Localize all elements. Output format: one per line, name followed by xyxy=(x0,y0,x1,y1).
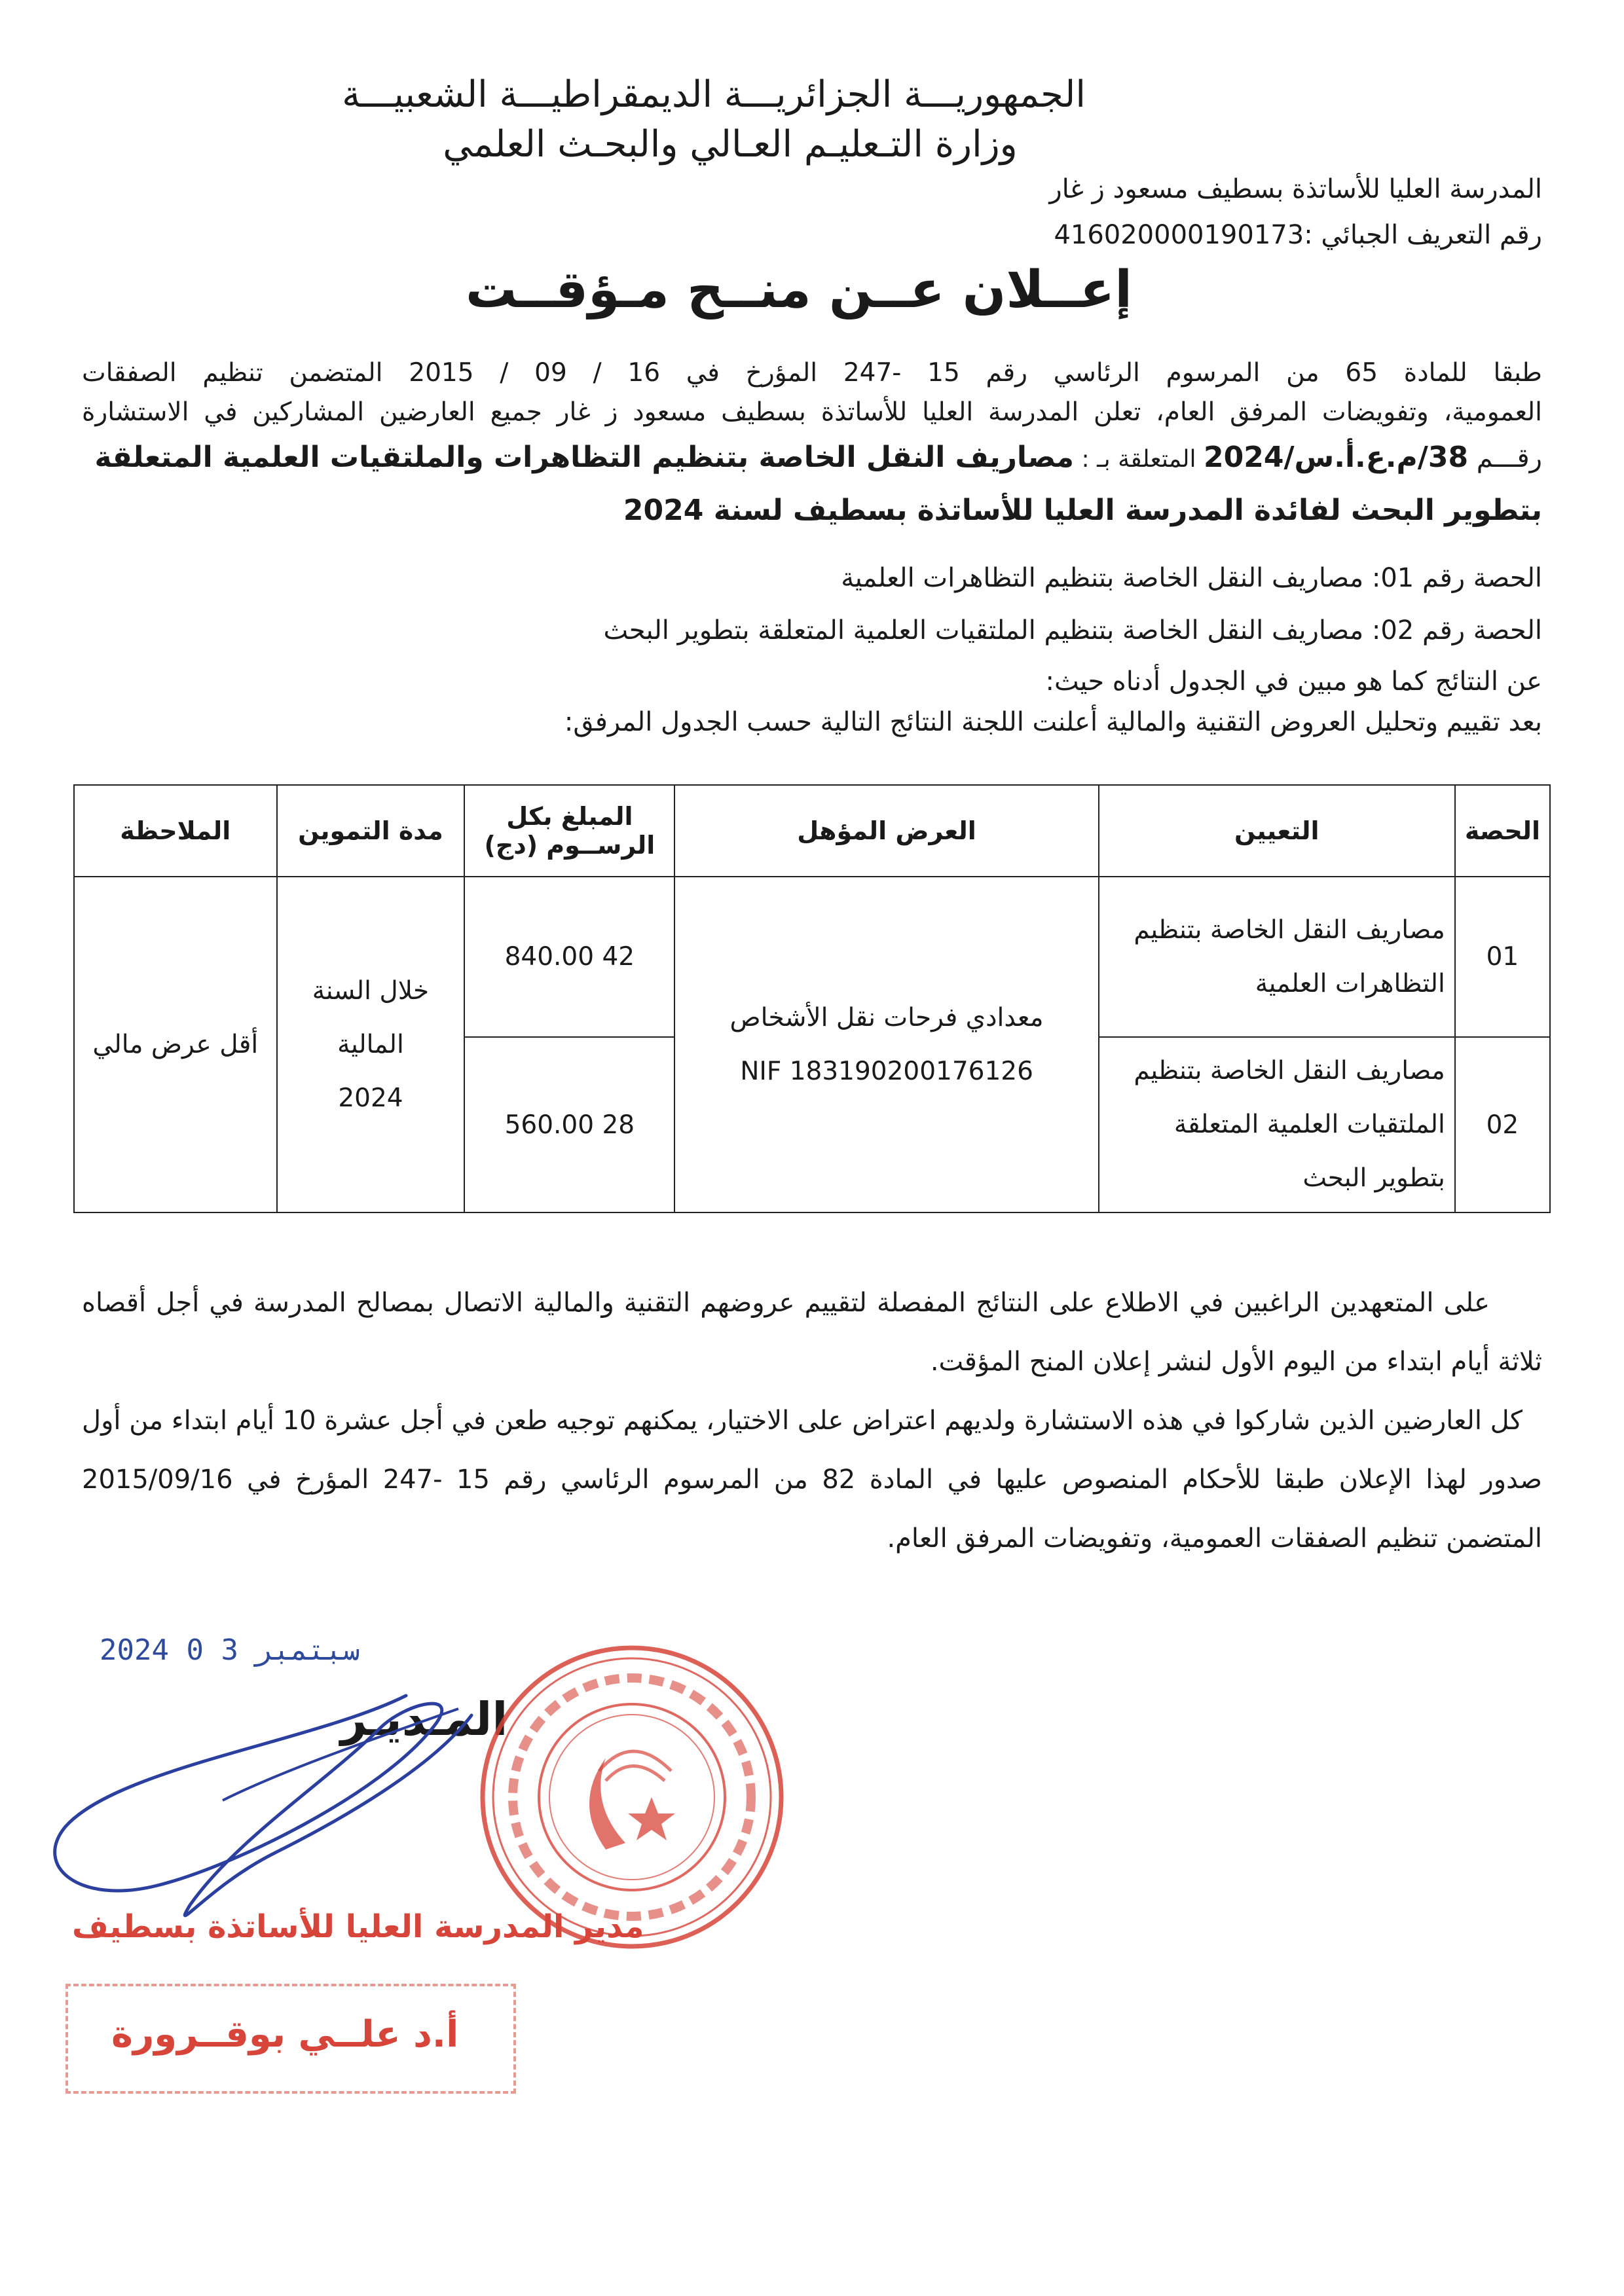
consultation-paragraph: على المتعهدين الراغبين في الاطلاع على النتائج المفصلة لتقييم عروضهم التقنية والمالية الاتصال بمصالح المدرسة في أجل أقصاه ثلاثة أيام ابتداء من اليوم الأول لنشر إعلان المنح المؤقت. xyxy=(82,1288,1542,1377)
table-header-row xyxy=(74,785,1550,877)
header-designation: التعيين xyxy=(1099,785,1455,877)
remark: أقل عرض مالي xyxy=(74,877,277,1212)
evaluation-text: بعد تقييم وتحليل العروض التقنية والمالية أعلنت اللجنة النتائج التالية حسب الجدول المرفق: xyxy=(564,707,1542,737)
intro-line-1: طبقا للمادة 65 من المرسوم الرئاسي رقم 15 -247 المؤرخ في 16 / 09 / 2015 المتضمن تنظيم الصفقات xyxy=(82,358,1542,388)
ref-prefix: رقـــم xyxy=(1468,443,1542,473)
offer-name: معدادي فرحات نقل الأشخاص xyxy=(729,1002,1044,1032)
ref-mid: المتعلقة بـ : xyxy=(1074,446,1204,473)
consultation-reference xyxy=(82,432,1542,536)
supply-duration: خلال السنة المالية 2024 xyxy=(277,877,465,1212)
director-label: المـديـر xyxy=(341,1692,508,1746)
table-row xyxy=(74,877,1550,1037)
lot-number: 02 xyxy=(1455,1037,1550,1212)
results-intro: عن النتائج كما هو مبين في الجدول أدناه حيث: xyxy=(1045,666,1542,697)
lot-designation: مصاريف النقل الخاصة بتنظيم التظاهرات العلمية xyxy=(1099,877,1455,1037)
signatory-title: مدير المدرسة العليا للأساتذة بسطيف xyxy=(72,1908,644,1945)
header-amount: المبلغ بكل الرســوم (دج) xyxy=(464,785,674,877)
header-duration: مدة التموين xyxy=(277,785,465,877)
tax-id: رقم التعريف الجبائي :416020000190173 xyxy=(1054,220,1542,250)
signatory-name: أ.د علــي بوقــرورة xyxy=(111,2013,459,2056)
header-offer: العرض المؤهل xyxy=(674,785,1098,877)
qualified-offer xyxy=(674,877,1098,1212)
lot-amount: 42 840.00 xyxy=(464,877,674,1037)
intro-line-2: العمومية، وتفويضات المرفق العام، تعلن المدرسة العليا للأساتذة بسطيف مسعود ز غار جميع العارضين المشاركين في الاستشارة xyxy=(82,397,1542,427)
header-lot: الحصة xyxy=(1455,785,1550,877)
appeal-paragraph: كل العارضين الذين شاركوا في هذه الاستشارة ولديهم اعتراض على الاختيار، يمكنهم توجيه طعن في أجل عشرة 10 أيام ابتداء من أول صدور لهذا الإعلان طبقا للأحكام المنصوص عليها في المادة 82 من المرسوم الرئاسي رقم 15 -247 المؤرخ في 2015/09/16 المتضمن تنظيم الصفقات العمومية، وتفويضات المرفق العام. xyxy=(82,1406,1543,1554)
announcement-title: إعــلان عــن منــح مـؤقــت xyxy=(466,261,1132,319)
results-table xyxy=(73,784,1551,1213)
lot-2-text: الحصة رقم 02: مصاريف النقل الخاصة بتنظيم الملتقيات العلمية المتعلقة بتطوير البحث xyxy=(603,615,1542,646)
offer-nif: NIF 183190200176126 xyxy=(740,1056,1033,1086)
consultation-subject: مصاريف النقل الخاصة بتنظيم التظاهرات والملتقيات العلمية المتعلقة بتطوير البحث لفائدة المدرسة العليا للأساتذة بسطيف لسنة 2024 xyxy=(94,441,1542,527)
lot-1-text: الحصة رقم 01: مصاريف النقل الخاصة بتنظيم التظاهرات العلمية xyxy=(841,563,1542,593)
lot-designation: مصاريف النقل الخاصة بتنظيم الملتقيات العلمية المتعلقة بتطوير البحث xyxy=(1099,1037,1455,1212)
republic-header: الجمهوريـــة الجزائريـــة الديمقراطيـــة الشعبيـــة xyxy=(342,73,1086,116)
school-name: المدرسة العليا للأساتذة بسطيف مسعود ز غار xyxy=(1049,174,1542,204)
lot-number: 01 xyxy=(1455,877,1550,1037)
header-note: الملاحظة xyxy=(74,785,277,877)
lot-amount: 28 560.00 xyxy=(464,1037,674,1212)
date-stamp: 2024 سبتمبر 3 0 xyxy=(100,1633,360,1667)
ministry-header: وزارة التـعليـم العـالي والبحـث العلمي xyxy=(443,123,1018,166)
ref-number: 38/م.ع.أ.س/2024 xyxy=(1203,441,1469,474)
